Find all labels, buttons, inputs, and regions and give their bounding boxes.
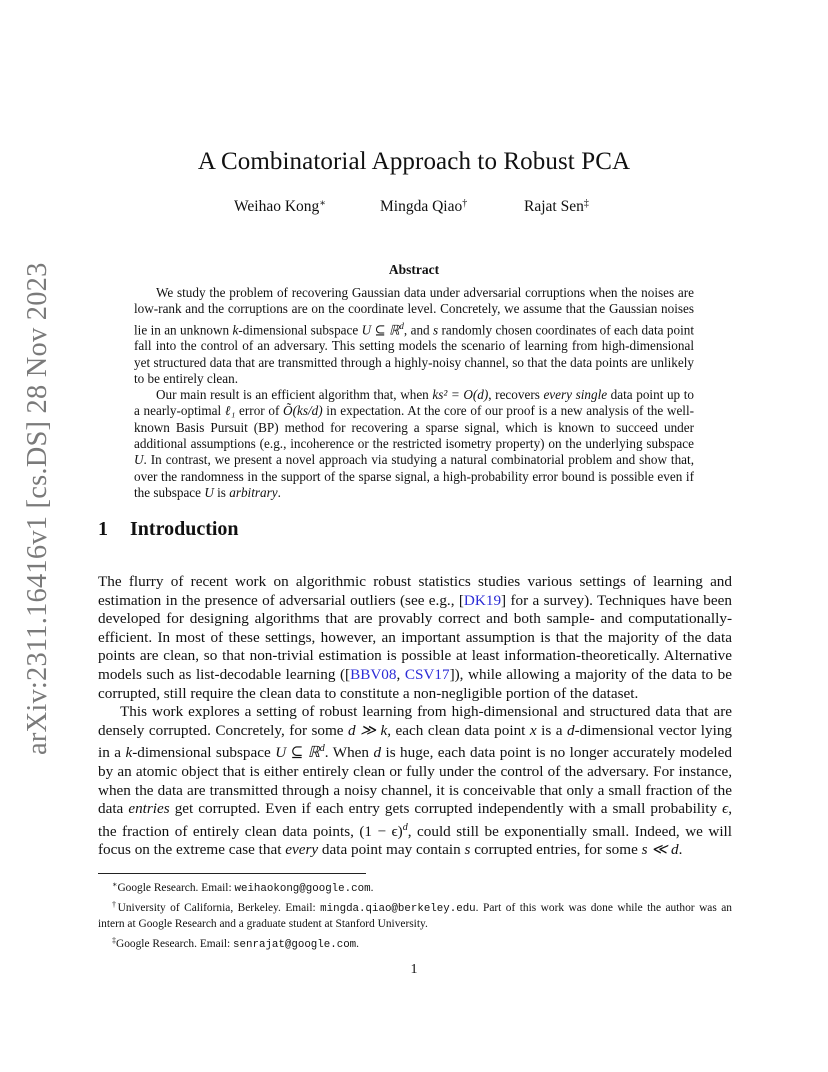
- footnote-mark: ∗: [112, 880, 118, 889]
- footnote-mark: ‡: [112, 935, 116, 945]
- section-title: Introduction: [130, 518, 239, 540]
- text-run: .: [277, 484, 281, 500]
- footnote-text: .: [356, 937, 360, 950]
- email-address: weihaokong@google.com: [234, 883, 371, 895]
- math-k: k: [232, 321, 239, 337]
- paper-title: A Combinatorial Approach to Robust PCA: [197, 148, 631, 175]
- math-subspace: U ⊆ ℝ: [275, 744, 320, 762]
- footnote-mark: †: [112, 900, 118, 910]
- author-name: Rajat Sen: [524, 198, 584, 215]
- math-inline: d: [566, 721, 575, 739]
- footnote-rule: [98, 873, 366, 874]
- section-number: 1: [98, 518, 108, 540]
- citation-link[interactable]: CSV17: [404, 665, 450, 683]
- author-3: [524, 198, 589, 216]
- arxiv-identifier-stamp: arXiv:2311.16416v1 [cs.DS] 28 Nov 2023: [22, 262, 53, 755]
- text-run: ] for a survey). Techniques have been developed for designing algorithms that are provably correct and both sample- and computationally-efficient. In most of these settings, however, an important assumption is that the majority of the data points are clean, so that non-trivial estimation is possible at least information-theoretically. Alternative models such as list-decodable learning ([: [98, 591, 732, 683]
- text-run: -dimensional vector lying in a: [98, 721, 733, 762]
- emphasis: arbitrary: [229, 484, 278, 500]
- footnote-text: .: [370, 882, 374, 894]
- author-name: Weihao Kong: [234, 198, 320, 215]
- abstract-body: [134, 285, 694, 501]
- text-run: . In contrast, we present a novel approach via studying a natural combinatorial problem and show that, over the randomness in the support of the sparse signal, a high-probability error bound is possible even if the subspace: [134, 452, 694, 500]
- footnote-mark: †: [462, 198, 468, 209]
- footnote-3: [98, 933, 732, 953]
- math-inline: d ≫ k: [348, 721, 388, 739]
- text-run: is a: [536, 721, 567, 739]
- math-condition: ks² = O(d): [432, 387, 489, 403]
- math-U: U: [134, 452, 144, 468]
- text-run: get corrupted. Even if each entry gets corrupted independently with a small probability: [169, 800, 723, 818]
- text-run: This work explores a setting of robust learning from high-dimensional and structured data that are densely corrupted. Concretely, for some: [98, 703, 732, 739]
- text-run: is: [213, 484, 230, 500]
- footnote-text: Google Research. Email:: [117, 882, 235, 894]
- text-run: , each clean data point: [387, 721, 530, 739]
- email-address: mingda.qiao@berkeley.edu: [320, 903, 476, 916]
- text-run: , recovers: [488, 387, 544, 403]
- text-run: , could still be exponentially small. Indeed, we will focus on the extreme case that: [98, 822, 733, 859]
- math-superscript-d: d: [319, 743, 325, 755]
- math-error-bound: Õ(ks/d): [283, 403, 323, 419]
- text-run: -dimensional subspace: [238, 321, 362, 337]
- emphasis: every: [285, 841, 319, 859]
- math-s: s: [433, 321, 439, 337]
- author-1: [234, 198, 326, 216]
- math-superscript-d: d: [399, 320, 404, 331]
- page-number: 1: [410, 962, 418, 977]
- citation-link[interactable]: BBV08: [350, 665, 397, 683]
- abstract-paragraph-1: [134, 285, 694, 387]
- math-inline: x: [529, 721, 537, 739]
- text-run: data point may contain: [318, 841, 465, 859]
- emphasis: entries: [128, 800, 170, 818]
- footnotes: [98, 877, 732, 953]
- text-run: corrupted entries, for some: [470, 841, 642, 859]
- text-run: The flurry of recent work on algorithmic robust statistics studies various settings of learning and estimation in the presence of adversarial outliers (see e.g., [: [98, 573, 732, 609]
- abstract-paragraph-2: [134, 387, 694, 501]
- footnote-text: University of California, Berkeley. Email:: [117, 902, 321, 915]
- text-run: ]), while allowing a majority of the data to be corrupted, still require the clean data to constitute a non-negligible portion of the dataset.: [98, 665, 732, 702]
- introduction-body: [98, 573, 732, 860]
- math-superscript-d: d: [402, 821, 408, 833]
- math-l1: ℓ₁: [224, 403, 236, 419]
- footnote-text: . Part of this work was done while the author was an intern at Google Research and a graduate student at Stanford University.: [98, 902, 732, 931]
- text-run: , the fraction of entirely clean data points,: [98, 800, 732, 840]
- text-run: error of: [235, 403, 284, 419]
- body-paragraph-2: [98, 703, 732, 860]
- math-subspace: U ⊆ ℝ: [361, 321, 400, 337]
- footnote-text: Google Research. Email:: [116, 937, 234, 950]
- body-paragraph-1: [98, 573, 732, 703]
- emphasis: every single: [543, 387, 608, 403]
- math-U: U: [204, 484, 214, 500]
- text-run: is huge, each data point is no longer accurately modeled by an atomic object that is either entirely clean or fully under the control of the adversary. For instance, when the data are transmitted through a noisy channel, it is conceivable that only a small fraction of the data: [98, 744, 732, 818]
- text-run: , and: [403, 321, 434, 337]
- text-run: .: [678, 841, 683, 859]
- text-run: randomly chosen coordinates of each data point fall into the control of an adversary. This setting models the scenario of learning from high-dimensional yet structured data that are transmitted through a highly-noisy channel, so that the data points are unlikely to be entirely clean.: [134, 321, 694, 386]
- email-address: senrajat@google.com: [233, 938, 357, 951]
- text-run: Our main result is an efficient algorithm that, when: [156, 387, 433, 403]
- abstract-heading: Abstract: [388, 262, 440, 277]
- math-inline: (1 − ϵ): [359, 822, 403, 840]
- math-inline: s: [464, 841, 471, 859]
- author-name: Mingda Qiao: [380, 198, 463, 215]
- footnote-mark: ∗: [319, 198, 327, 209]
- math-inline: d: [373, 744, 382, 762]
- author-2: [380, 198, 467, 216]
- math-inline: k: [125, 744, 133, 762]
- footnote-1: [98, 877, 732, 897]
- text-run: We study the problem of recovering Gaussian data under adversarial corruptions when the noises are low-rank and the corruptions are on the coordinate level. Concretely, we assume that the Gaussian noises lie in an unknown: [134, 285, 694, 337]
- footnote-mark: ‡: [583, 198, 589, 209]
- footnote-2: [98, 897, 732, 932]
- text-run: ,: [396, 665, 405, 683]
- math-inline: s ≪ d: [641, 841, 679, 859]
- text-run: data point up to a nearly-optimal: [134, 387, 694, 419]
- math-inline: ϵ: [722, 800, 729, 818]
- citation-link[interactable]: DK19: [463, 591, 502, 609]
- text-run: . When: [324, 744, 374, 762]
- text-run: in expectation. At the core of our proof is a new analysis of the well-known Basis Pursuit (BP) method for recovering a sparse signal, which is known to succeed under additional assumptions (e.g., incoherence or the restricted isometry property) on the underlying subspace: [134, 403, 695, 452]
- section-heading: [98, 518, 239, 541]
- text-run: -dimensional subspace: [132, 744, 276, 762]
